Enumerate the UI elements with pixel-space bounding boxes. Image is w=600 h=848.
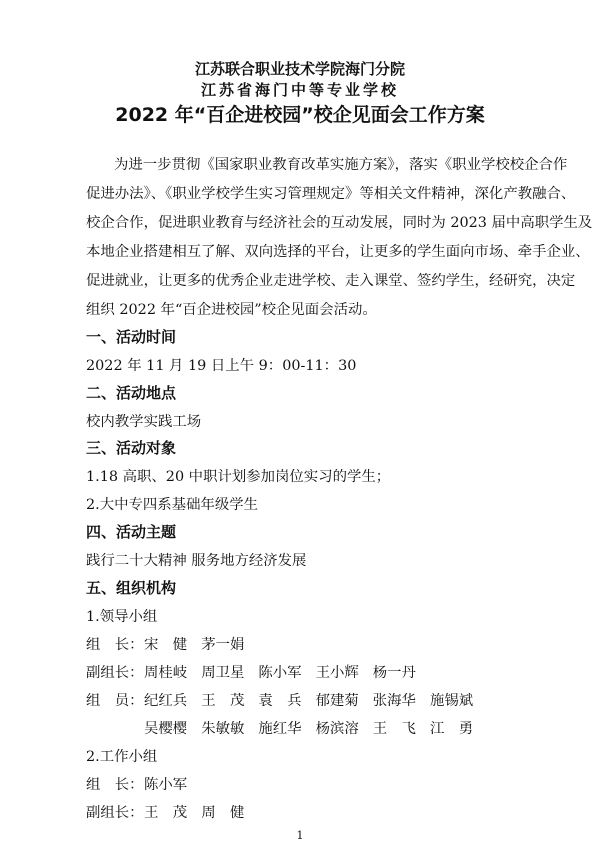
target-item: 2.大中专四系基础年级学生 [86, 497, 259, 513]
row-label: 组 长： [86, 777, 144, 793]
document-title: 2022 年“百企进校园”校企见面会工作方案 [115, 104, 485, 126]
section-heading-theme: 四、活动主题 [86, 523, 177, 541]
org-name-1: 江苏联合职业技术学院海门分院 [194, 60, 405, 78]
work-leader-row [86, 773, 201, 794]
leader-label: 组 长： [86, 637, 144, 653]
intro-line: 本地企业搭建相互了解、双向选择的平台，让更多的学生面向市场、牵手企业、 [86, 244, 590, 260]
activity-time: 2022 年 11 月 19 日上午 9：00-11：30 [86, 358, 357, 374]
activity-theme: 践行二十大精神 服务地方经济发展 [86, 553, 307, 569]
work-deputy-row [86, 801, 258, 822]
intro-line: 为进一步贯彻《国家职业教育改革实施方案》，落实《职业学校校企合作 [114, 157, 568, 173]
person-name: 宋 健 [144, 637, 188, 653]
leader-row [86, 633, 258, 654]
person-name: 周桂岐 [144, 665, 188, 681]
person-name: 王 茂 [144, 805, 188, 821]
section-heading-org: 五、组织机构 [86, 579, 177, 597]
person-name: 周 健 [201, 805, 245, 821]
row-label: 副组长： [86, 805, 144, 821]
person-name: 施锡斌 [429, 693, 474, 709]
page-number: 1 [296, 829, 304, 842]
intro-line: 组织 2022 年“百企进校园”校企见面会活动。 [86, 302, 377, 318]
section-heading-time: 一、活动时间 [86, 328, 177, 346]
person-name: 陈小军 [258, 665, 302, 681]
person-name: 朱敏敏 [201, 721, 245, 737]
person-name: 张海华 [372, 693, 416, 709]
deputy-label: 副组长： [86, 665, 144, 681]
org-name-2: 江苏省海门中等专业学校 [200, 81, 399, 99]
person-name: 杨一丹 [372, 665, 416, 681]
intro-line: 促进就业，让更多的优秀企业走进学校、走入课堂、签约学生，经研究，决定 [86, 273, 576, 289]
section-heading-place: 二、活动地点 [86, 384, 177, 402]
member-row [86, 689, 487, 710]
person-name: 袁 兵 [258, 693, 302, 709]
member-row [144, 717, 487, 738]
person-name: 杨滨溶 [315, 721, 359, 737]
activity-place: 校内教学实践工场 [86, 414, 202, 430]
intro-line: 校企合作，促进职业教育与经济社会的互动发展，同时为 2023 届中高职学生及 [86, 215, 593, 231]
leading-group-title: 1.领导小组 [86, 609, 158, 625]
person-name: 陈小军 [144, 777, 188, 793]
work-group-title: 2.工作小组 [86, 749, 158, 765]
target-item: 1.18 高职、20 中职计划参加岗位实习的学生； [86, 469, 391, 485]
person-name: 茅一娟 [201, 637, 245, 653]
person-name: 郁建菊 [315, 693, 359, 709]
person-name: 王 茂 [201, 693, 245, 709]
person-name: 王小辉 [315, 665, 359, 681]
person-name: 王 飞 [372, 721, 416, 737]
person-name: 吴樱樱 [144, 721, 188, 737]
person-name: 施红华 [258, 721, 302, 737]
intro-line: 促进办法》、《职业学校学生实习管理规定》等相关文件精神，深化产教融合、 [86, 186, 576, 202]
member-label: 组 员： [86, 693, 144, 709]
deputy-row [86, 661, 430, 682]
person-name: 周卫星 [201, 665, 245, 681]
person-name: 纪红兵 [144, 693, 188, 709]
person-name: 江 勇 [429, 721, 474, 737]
section-heading-target: 三、活动对象 [86, 439, 177, 457]
